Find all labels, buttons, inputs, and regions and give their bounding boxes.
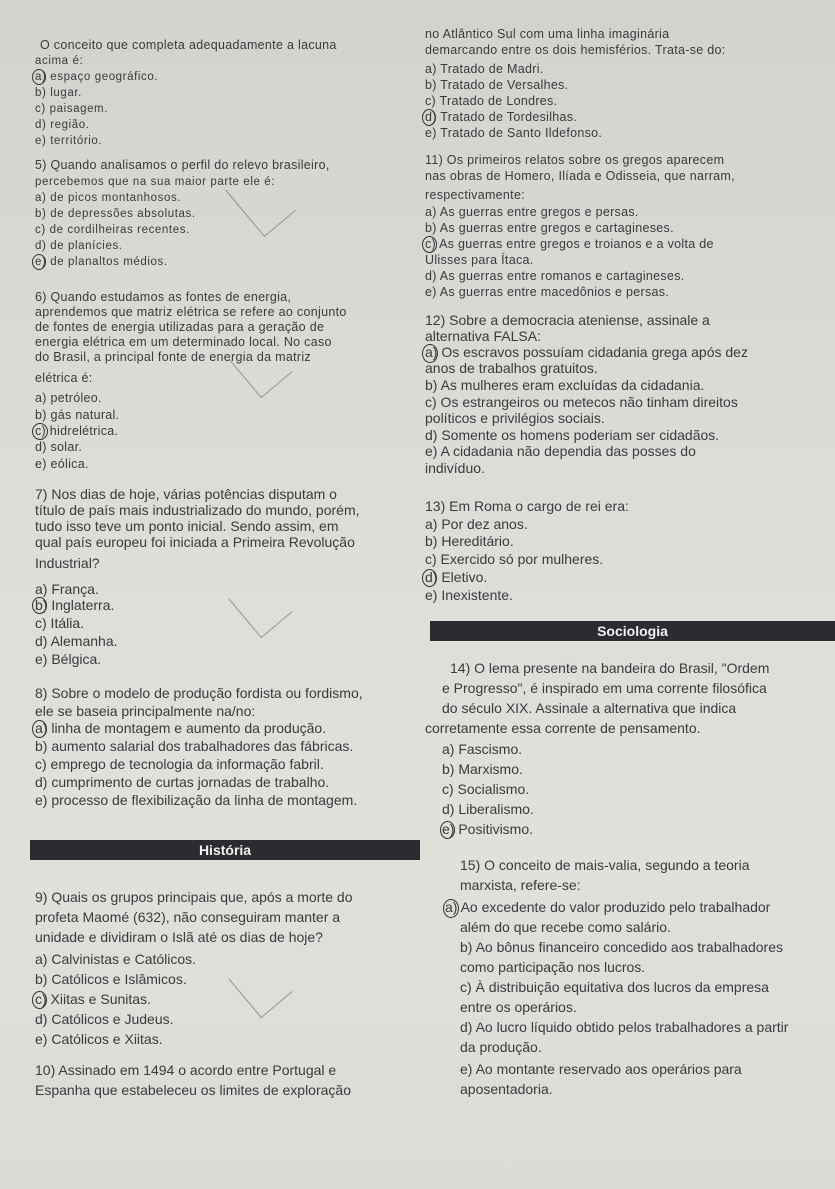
q6-option-e[interactable]: e) eólica. bbox=[35, 457, 89, 471]
q5-option-c[interactable]: c) de cordilheiras recentes. bbox=[35, 224, 190, 236]
q15-option-c[interactable]: c) À distribuição equitativa dos lucros da empresa bbox=[460, 979, 769, 995]
q4-option-c[interactable]: c) paisagem. bbox=[35, 103, 109, 115]
section-title-historia: História bbox=[30, 840, 420, 860]
q6-stem-line: de fontes de energia utilizadas para a geração de bbox=[35, 320, 325, 334]
q12-option-e[interactable]: e) A cidadania não dependia das posses do bbox=[425, 443, 696, 459]
q9-stem-line: profeta Maomé (632), não conseguiram manter a bbox=[35, 909, 341, 925]
q15-option-e-cont: aposentadoria. bbox=[460, 1081, 553, 1097]
q12-option-c[interactable]: c) Os estrangeiros ou metecos não tinham direitos bbox=[425, 394, 738, 410]
q12-option-a-cont: anos de trabalhos gratuitos. bbox=[425, 360, 598, 376]
q13-option-a[interactable]: a) Por dez anos. bbox=[425, 516, 528, 532]
q12-option-c-cont: políticos e privilégios sociais. bbox=[425, 410, 605, 426]
q7-option-d[interactable]: d) Alemanha. bbox=[35, 633, 118, 649]
q7-stem-line: título de país mais industrializado do mundo, porém, bbox=[35, 502, 360, 518]
section-title-sociologia: Sociologia bbox=[430, 621, 835, 641]
q15-option-e[interactable]: e) Ao montante reservado aos operários para bbox=[460, 1061, 742, 1077]
q5-option-e[interactable]: e) de planaltos médios. bbox=[35, 256, 168, 268]
q14-option-b[interactable]: b) Marxismo. bbox=[442, 761, 523, 777]
q5-option-b[interactable]: b) de depressões absolutas. bbox=[35, 208, 196, 220]
q11-stem-line: 11) Os primeiros relatos sobre os gregos aparecem bbox=[425, 153, 725, 167]
q6-stem-line: energia elétrica em um determinado local. No caso bbox=[35, 335, 332, 349]
q5-option-d[interactable]: d) de planícies. bbox=[35, 240, 123, 252]
q15-option-b-cont: como participação nos lucros. bbox=[460, 959, 646, 975]
q15-option-d-cont: da produção. bbox=[460, 1039, 542, 1055]
q15-option-d[interactable]: d) Ao lucro líquido obtido pelos trabalhadores a partir bbox=[460, 1019, 789, 1035]
answer-circle-mark bbox=[443, 899, 459, 918]
q9-option-e[interactable]: e) Católicos e Xiitas. bbox=[35, 1031, 163, 1047]
q11-option-c[interactable]: c) As guerras entre gregos e troianos e a volta de bbox=[425, 237, 714, 251]
q8-option-d[interactable]: d) cumprimento de curtas jornadas de trabalho. bbox=[35, 774, 330, 790]
q8-stem-line: ele se baseia principalmente na/no: bbox=[35, 703, 256, 719]
q15-option-c-cont: entre os operários. bbox=[460, 999, 577, 1015]
q11-option-e[interactable]: e) As guerras entre macedônios e persas. bbox=[425, 285, 670, 299]
q4-stem-line: acima é: bbox=[35, 55, 84, 67]
q9-option-d[interactable]: d) Católicos e Judeus. bbox=[35, 1011, 174, 1027]
q6-stem-line: elétrica é: bbox=[35, 371, 93, 385]
q4-option-e[interactable]: e) território. bbox=[35, 135, 103, 147]
answer-circle-mark bbox=[32, 69, 46, 85]
q13-option-e[interactable]: e) Inexistente. bbox=[425, 587, 513, 603]
q15-option-b[interactable]: b) Ao bônus financeiro concedido aos trabalhadores bbox=[460, 939, 783, 955]
q15-stem-line: 15) O conceito de mais-valia, segundo a teoria bbox=[460, 857, 750, 873]
q7-stem-line: Industrial? bbox=[35, 555, 100, 571]
q9-option-a[interactable]: a) Calvinistas e Católicos. bbox=[35, 951, 197, 967]
q10-option-d[interactable]: d) Tratado de Tordesilhas. bbox=[425, 110, 578, 124]
q5-stem-line: percebemos que na sua maior parte ele é: bbox=[35, 176, 276, 188]
q7-option-e[interactable]: e) Bélgica. bbox=[35, 651, 102, 667]
answer-circle-mark bbox=[32, 991, 47, 1009]
answer-circle-mark bbox=[32, 720, 47, 738]
q11-option-b[interactable]: b) As guerras entre gregos e cartagineses. bbox=[425, 221, 674, 235]
q6-stem-line: 6) Quando estudamos as fontes de energia, bbox=[35, 290, 292, 304]
answer-circle-mark bbox=[32, 597, 47, 614]
answer-circle-mark bbox=[422, 344, 438, 363]
answer-circle-mark bbox=[422, 569, 437, 587]
q11-option-d[interactable]: d) As guerras entre romanos e cartagineses. bbox=[425, 269, 685, 283]
q12-option-e-cont: indivíduo. bbox=[425, 460, 485, 476]
q6-option-a[interactable]: a) petróleo. bbox=[35, 391, 102, 405]
q14-stem-line: 14) O lema presente na bandeira do Brasil, "Ordem bbox=[450, 660, 770, 676]
q10-option-c[interactable]: c) Tratado de Londres. bbox=[425, 94, 558, 108]
q6-stem-line: aprendemos que matriz elétrica se refere ao conjunto bbox=[35, 305, 347, 319]
q8-option-a[interactable]: a) linha de montagem e aumento da produção. bbox=[35, 720, 327, 736]
q5-stem-line: 5) Quando analisamos o perfil do relevo brasileiro, bbox=[35, 158, 330, 172]
q8-stem-line: 8) Sobre o modelo de produção fordista ou fordismo, bbox=[35, 685, 363, 701]
q6-option-d[interactable]: d) solar. bbox=[35, 440, 83, 454]
q13-option-d[interactable]: d) Eletivo. bbox=[425, 569, 488, 585]
q7-option-c[interactable]: c) Itália. bbox=[35, 615, 85, 631]
q12-stem-line: 12) Sobre a democracia ateniense, assinale a bbox=[425, 312, 710, 328]
q10-option-e[interactable]: e) Tratado de Santo Ildefonso. bbox=[425, 126, 603, 140]
q9-stem-line: unidade e dividiram o Islã até os dias de hoje? bbox=[35, 929, 323, 945]
q15-option-a[interactable]: a) Ao excedente do valor produzido pelo trabalhador bbox=[445, 899, 771, 915]
answer-circle-mark bbox=[32, 423, 48, 440]
q8-option-e[interactable]: e) processo de flexibilização da linha de montagem. bbox=[35, 792, 358, 808]
q6-stem-line: do Brasil, a principal fonte de energia da matriz bbox=[35, 350, 311, 364]
q10-stem-line: Espanha que estabeleceu os limites de exploração bbox=[35, 1082, 351, 1098]
q8-option-b[interactable]: b) aumento salarial dos trabalhadores das fábricas. bbox=[35, 738, 354, 754]
q8-option-c[interactable]: c) emprego de tecnologia da informação fabril. bbox=[35, 756, 324, 772]
q14-stem-line: corretamente essa corrente de pensamento. bbox=[425, 720, 701, 736]
q14-option-e[interactable]: e) Positivismo. bbox=[442, 821, 534, 837]
q14-option-a[interactable]: a) Fascismo. bbox=[442, 741, 523, 757]
q9-option-c[interactable]: c) Xiitas e Sunitas. bbox=[35, 991, 151, 1007]
q10-stem-line: no Atlântico Sul com uma linha imaginária bbox=[425, 27, 670, 41]
q14-option-d[interactable]: d) Liberalismo. bbox=[442, 801, 534, 817]
q10-stem-line: demarcando entre os dois hemisférios. Trata-se do: bbox=[425, 43, 726, 57]
q4-stem-line: O conceito que completa adequadamente a lacuna bbox=[40, 38, 337, 52]
q5-option-a[interactable]: a) de picos montanhosos. bbox=[35, 192, 182, 204]
q6-option-b[interactable]: b) gás natural. bbox=[35, 408, 120, 422]
answer-circle-mark bbox=[440, 821, 455, 839]
q14-stem-line: do século XIX. Assinale a alternativa que indica bbox=[442, 700, 737, 716]
q11-option-c-cont: Ulisses para Ítaca. bbox=[425, 253, 534, 267]
q15-stem-line: marxista, refere-se: bbox=[460, 877, 581, 893]
q7-option-a[interactable]: a) França. bbox=[35, 581, 99, 597]
q7-stem-line: qual país europeu foi iniciada a Primeira Revolução bbox=[35, 534, 355, 550]
q11-stem-line: nas obras de Homero, Ilíada e Odisseia, que narram, bbox=[425, 169, 735, 183]
q4-option-b[interactable]: b) lugar. bbox=[35, 87, 82, 99]
q13-option-c[interactable]: c) Exercido só por mulheres. bbox=[425, 551, 604, 567]
q10-option-a[interactable]: a) Tratado de Madri. bbox=[425, 62, 544, 76]
q9-option-b[interactable]: b) Católicos e Islâmicos. bbox=[35, 971, 187, 987]
q14-stem-line: e Progresso", é inspirado em uma corrente filosófica bbox=[442, 680, 767, 696]
q13-option-b[interactable]: b) Hereditário. bbox=[425, 533, 514, 549]
q4-option-d[interactable]: d) região. bbox=[35, 119, 90, 131]
q11-option-a[interactable]: a) As guerras entre gregos e persas. bbox=[425, 205, 639, 219]
q14-option-c[interactable]: c) Socialismo. bbox=[442, 781, 530, 797]
q11-stem-line: respectivamente: bbox=[425, 188, 525, 202]
pencil-mark-decoration bbox=[228, 573, 292, 638]
q12-option-a[interactable]: a) Os escravos possuíam cidadania grega após dez bbox=[425, 344, 748, 360]
answer-circle-mark bbox=[422, 236, 437, 253]
q12-option-d[interactable]: d) Somente os homens poderiam ser cidadãos. bbox=[425, 427, 720, 443]
q15-option-a-cont: além do que recebe como salário. bbox=[460, 919, 671, 935]
q7-stem-line: 7) Nos dias de hoje, várias potências disputam o bbox=[35, 486, 337, 502]
q10-option-b[interactable]: b) Tratado de Versalhes. bbox=[425, 78, 569, 92]
answer-circle-mark bbox=[422, 109, 436, 126]
q13-stem-line: 13) Em Roma o cargo de rei era: bbox=[425, 498, 629, 514]
answer-circle-mark bbox=[32, 254, 46, 270]
q4-option-a[interactable]: a) espaço geográfico. bbox=[35, 71, 159, 83]
q10-stem-line: 10) Assinado em 1494 o acordo entre Portugal e bbox=[35, 1062, 337, 1078]
q7-option-b[interactable]: b) Inglaterra. bbox=[35, 597, 115, 613]
q7-stem-line: tudo isso teve um ponto inicial. Sendo assim, em bbox=[35, 518, 339, 534]
pencil-mark-decoration bbox=[228, 953, 292, 1018]
q9-stem-line: 9) Quais os grupos principais que, após a morte do bbox=[35, 889, 353, 905]
q12-option-b[interactable]: b) As mulheres eram excluídas da cidadania. bbox=[425, 377, 705, 393]
q12-stem-line: alternativa FALSA: bbox=[425, 328, 541, 344]
q6-option-c[interactable]: c) hidrelétrica. bbox=[35, 424, 119, 438]
